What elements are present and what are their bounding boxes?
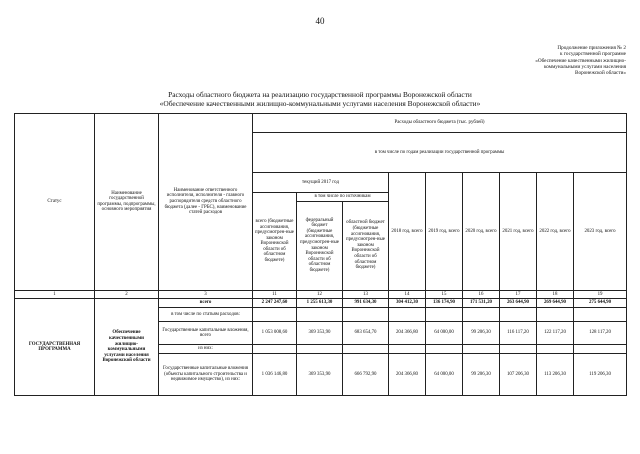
title-line: Расходы областного бюджета на реализацию государственной программы Воронежской области [168, 90, 472, 99]
continuation-line: Воронежской области» [575, 70, 626, 77]
header-2019: 2019 год, всего [426, 173, 463, 291]
header-total-2017: всего (бюджетные ассигнования, предусмотрен-ные законом Воронежской области об областном бюджете) [253, 193, 297, 291]
col-number: 12 [297, 290, 343, 299]
cell-value: 275 644,90 [574, 299, 627, 308]
header-by-sources: в том числе по источникам [297, 193, 389, 202]
cell-value: 1 036 146,80 [253, 354, 297, 396]
col-number: 13 [343, 290, 389, 299]
cell-value: 113 206,30 [537, 354, 574, 396]
continuation-line: Продолжение приложения № 2 [557, 45, 626, 51]
continuation-note [466, 45, 626, 76]
cell-value [500, 345, 537, 354]
cell-value [537, 308, 574, 322]
cell-value [426, 345, 463, 354]
cell-value [426, 308, 463, 322]
cell-value [389, 345, 426, 354]
cell-value: 64 000,00 [426, 322, 463, 345]
col-number: 14 [389, 290, 426, 299]
cell-value: 369 353,90 [297, 354, 343, 396]
page-number: 40 [315, 16, 325, 26]
cell-value: 107 206,30 [500, 354, 537, 396]
header-program-name: Наименование государственной программы, подпрограммы, основного мероприятия [95, 114, 159, 291]
document-title [0, 90, 640, 108]
row-label: в том числе по статьям расходов: [159, 308, 253, 322]
header-executor: Наименование ответственного исполнителя, исполнителя - главного распорядителя средств областного бюджета (далее - ГРБС), наименование статей расходов [159, 114, 253, 291]
cell-value [389, 308, 426, 322]
cell-value: 116 117,20 [500, 322, 537, 345]
header-2022: 2022 год, всего [537, 173, 574, 291]
cell-value: 683 654,70 [343, 322, 389, 345]
cell-value [297, 345, 343, 354]
cell-value: 304 412,30 [389, 299, 426, 308]
cell-value: 1 053 008,60 [253, 322, 297, 345]
cell-value: 204 366,80 [389, 354, 426, 396]
cell-value [574, 308, 627, 322]
budget-table [14, 113, 627, 396]
header-status: Статус [15, 114, 95, 291]
col-number: 18 [537, 290, 574, 299]
cell-value [463, 345, 500, 354]
cell-value: 64 000,00 [426, 354, 463, 396]
col-number: 16 [463, 290, 500, 299]
cell-value: 128 117,20 [574, 322, 627, 345]
col-number: 17 [500, 290, 537, 299]
row-program-name: Обеспечение качественными жилищно-коммунальными услугами населения Воронежской области [95, 299, 159, 396]
cell-value: 136 174,90 [426, 299, 463, 308]
cell-value [297, 308, 343, 322]
header-2020: 2020 год, всего [463, 173, 500, 291]
cell-value: 99 206,30 [463, 354, 500, 396]
row-label: Государственные капитальные вложения (объекты капитального строительства и недвижимое имущество), из них: [159, 354, 253, 396]
cell-value: 1 255 613,30 [297, 299, 343, 308]
row-status: ГОСУДАРСТВЕННАЯ ПРОГРАММА [15, 299, 95, 396]
col-number: 19 [574, 290, 627, 299]
cell-value: 666 792,90 [343, 354, 389, 396]
cell-value: 171 531,20 [463, 299, 500, 308]
cell-value: 122 117,20 [537, 322, 574, 345]
header-budget: Расходы областного бюджета (тыс. рублей) [253, 114, 627, 133]
row-label: всего [159, 299, 253, 308]
cell-value: 119 206,30 [574, 354, 627, 396]
row-label: из них: [159, 345, 253, 354]
col-number: 3 [159, 290, 253, 299]
col-number: 11 [253, 290, 297, 299]
cell-value: 204 366,80 [389, 322, 426, 345]
header-regional: областной бюджет (бюджетные ассигнования, предусмотрен-ные законом Воронежской области об областном бюджете) [343, 201, 389, 290]
cell-value [574, 345, 627, 354]
continuation-line: коммунальными услугами населения [543, 63, 626, 70]
col-number: 2 [95, 290, 159, 299]
cell-value: 991 634,30 [343, 299, 389, 308]
header-year-2017: текущий 2017 год [253, 173, 389, 193]
header-2023: 2023 год, всего [574, 173, 627, 291]
cell-value: 269 644,90 [537, 299, 574, 308]
col-number: 1 [15, 290, 95, 299]
cell-value [500, 308, 537, 322]
cell-value: 99 206,30 [463, 322, 500, 345]
cell-value [537, 345, 574, 354]
cell-value [343, 308, 389, 322]
continuation-line: «Обеспечение качественными жилищно- [535, 57, 626, 64]
header-by-years: в том числе по годам реализации государственной программы [253, 133, 627, 173]
header-federal: федеральный бюджет (бюджетные ассигнования, предусмотрен-ные законом Воронежской области об областном бюджете) [297, 201, 343, 290]
header-2018: 2018 год, всего [389, 173, 426, 291]
continuation-line: к государственной программе [560, 51, 626, 58]
cell-value: 263 644,90 [500, 299, 537, 308]
col-number: 15 [426, 290, 463, 299]
title-line: «Обеспечение качественными жилищно-коммунальными услугами населения Воронежской области» [159, 99, 481, 109]
cell-value: 369 353,90 [297, 322, 343, 345]
cell-value [253, 308, 297, 322]
cell-value [253, 345, 297, 354]
cell-value: 2 247 247,60 [253, 299, 297, 308]
cell-value [343, 345, 389, 354]
header-2021: 2021 год, всего [500, 173, 537, 291]
cell-value [463, 308, 500, 322]
row-label: Государственные капитальные вложения, всего [159, 322, 253, 345]
